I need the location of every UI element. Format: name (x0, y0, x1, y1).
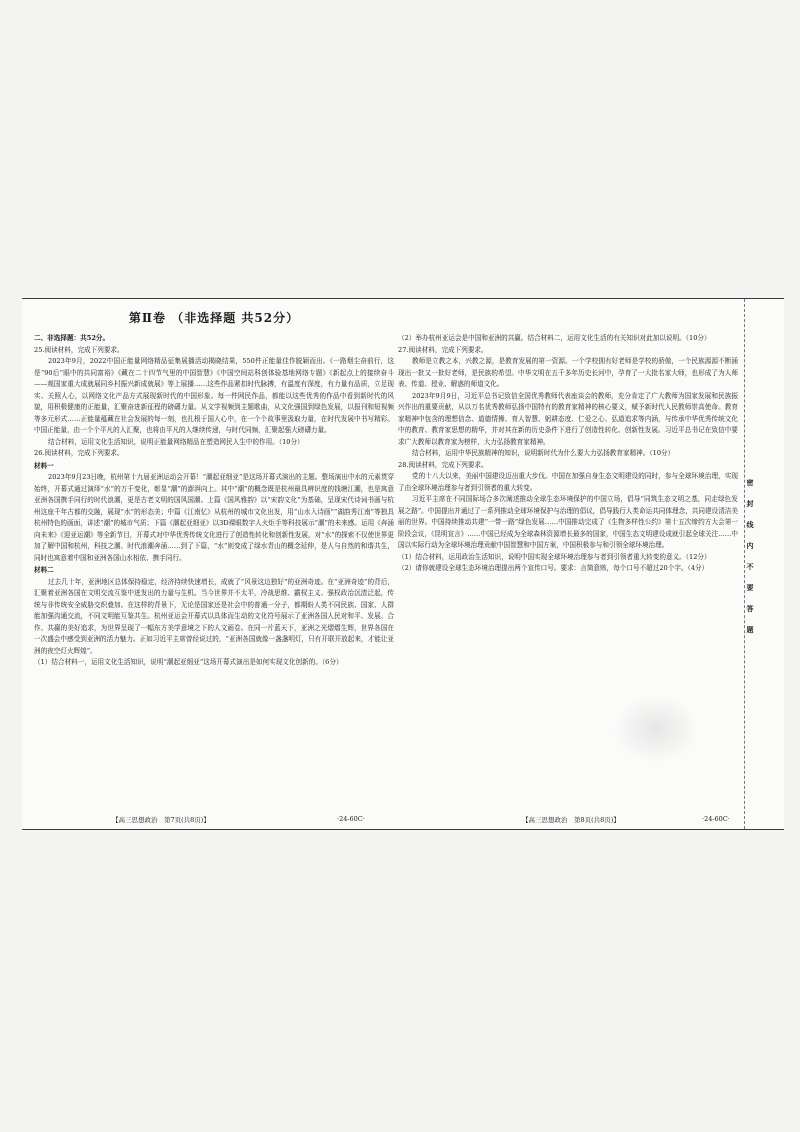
q26-material2: 过去几十年，亚洲地区总体保持稳定，经济持续快速增长，成就了“风景这边独好”的亚洲奇迹。在“亚洲奇迹”的背后，汇聚着亚洲各国在文明交流互鉴中迸发出的力量与生机。当今世界并不太平，冷战思维、霸权主义、强权政治沉渣泛起，传统与非传统安全威胁交织叠加。在这样的背景下，无论是国家还是社会中的普通一分子，都期盼人类不同民族、国家、人群能加强沟通交流，不同文明能互鉴共生。杭州亚运会开幕式以具体而生动的文化符号展示了亚洲各国人民对和平、发展、合作、共赢的美好追求，为世界呈现了一幅东方美学意境之下的人文画卷。在同一片蓝天下，亚洲之光熠熠生辉，世界各国在一次盛会中感受到亚洲的活力魅力。正如习近平主席曾经说过的，“亚洲各国就像一盏盏明灯，只有开联开放起来，才能让亚洲的夜空灯火辉煌”。 (34, 577, 394, 655)
left-column (34, 311, 395, 669)
section-head: 二、非选择题：共52分。 (34, 334, 110, 342)
footer-right: 【高三思想政治 第8页(共8页)】 (522, 816, 620, 824)
footer-left-code: ·24-60C· (337, 815, 365, 823)
q28-question2: （2）请你就建设全球生态环境治理提出两个宣传口号。要求：言简意赅，每个口号不超过20个字。（4分） (398, 564, 709, 572)
q28-para1: 党的十八大以来，美丽中国建设迈出重大步伐。中国在加强自身生态文明建设的同时，参与全球环境治理，实现了由全球环境治理参与者到引领者的重大转变。 (398, 472, 738, 492)
footer-right-code: ·24-60C· (702, 815, 730, 823)
q26-number: 26.阅读材料，完成下列要求。 (34, 449, 124, 457)
q27-question: 结合材料，运用中华民族精神的知识，说明新时代为什么要大力弘扬教育家精神。（10分） (412, 449, 675, 457)
exam-sheet (22, 298, 784, 830)
q26-material1: 2023年9月23日晚，杭州第十九届亚洲运动会开幕！“潮起亚细亚”是这场开幕式演出的主题。整场演出中水的元素贯穿始终，开幕式通过演绎“水”的万千变化，彰显“潮”的澎湃向上。其中“潮”的概念既是杭州最具辨识度的钱塘江潮，也是寓意亚洲各国携手同行的时代浪潮，更是古老文明的国风国潮。上篇《国风雅韵》以“宋韵文化”为基础，呈现宋代诗词书画与杭州这座千年古都的交融，展现“水”的形态美；中篇《江南忆》从杭州的城市文化出发，用“山水入诗画”“湖韵秀江南”等独具杭州特色的画面，讲述“潮”的城市气质；下篇《潮起亚细亚》以3D裸眼数字人火炬手等科技展示“潮”的未来感。运用《奔涌向未来》《迎亚运潮》等全新节目，开幕式对中华优秀传统文化进行了创造性转化和创新性发展，对“水”的探索不仅使世界更加了解中国和杭州，科技之潮、时代浪潮奔涌……到了下篇，“水”则变成了绿水青山的概念延伸，是人与自然的和谐共生，同时也寓意着中国和亚洲各国山水相依、携手同行。 (34, 473, 395, 562)
section-title: 第Ⅱ卷 （非选择题 共52分） (128, 311, 300, 325)
q26-question1: （1）结合材料一，运用文化生活知识，说明“潮起亚细亚”这场开幕式演出是如何实现文化创新的。（6分） (34, 658, 343, 666)
q28-para2: 习近平主席在不同国际场合多次阐述推动全球生态环境保护的中国立场，倡导“同筑生态文明之基，同走绿色发展之路”。中国提出并通过了一系列推动全球环境保护与治理的倡议，倡导践行人类命运共同体理念，共同建设清洁美丽的世界。中国持续推动共建“一带一路”绿色发展……中国推动完成了《生物多样性公约》第十五次缔约方大会第一阶段会议，《昆明宣言》……中国已经成为全球森林资源增长最多的国家，中国生态文明建设成就引起全球关注……中国以实际行动为全球环境治理贡献中国智慧和中国方案，中国积极参与和引领全球环境治理。 (398, 495, 738, 549)
q28-question1: （1）结合材料，运用政治生活知识，说明中国实现全球环境治理参与者到引领者重大转变的意义。（12分） (398, 552, 711, 561)
binding-warning: 密封线内不要答题 (746, 479, 755, 647)
q26-material2-label: 材料二 (34, 566, 54, 574)
scan-smudge (612, 694, 700, 764)
q27-number: 27.阅读材料，完成下列要求。 (398, 345, 488, 354)
q26-material1-label: 材料一 (34, 461, 54, 470)
q27-para1: 教师是立教之本，兴教之源，是教育发展的第一资源。一个学校拥有好老师是学校的骄傲，一个民族源源不断涌现出一批又一批好老师，是民族的希望。中华文明在五千多年历史长河中，孕育了一大批名家大师，也形成了为人师表、传道、授业、解惑的师道文化。 (398, 357, 738, 388)
q27-para2: 2023年9月9日，习近平总书记致信全国优秀教师代表座谈会的教师，充分肯定了广大教师为国家发展和民族振兴作出的重要贡献，从以万名优秀教师弘扬中国特有的教育家精神的核心要义，赋予新时代人民教师崇高使命。教育家精神中包含的理想信念、道德情操、育人智慧、躬耕态度、仁爱之心、弘道追求等内涵，与传承中华优秀传统文化中的教育、教育家思想的精华，并对其在新的历史条件下进行了创造性转化、创新性发展。习近平总书记在致信中要求广大教师以教育家为榜样，大力弘扬教育家精神。 (398, 391, 738, 446)
q25-question: 结合材料，运用文化生活知识，说明正能量网络精品在塑造网民人生中的作用。（10分） (48, 437, 304, 446)
q25-material: 2023年9月，2022中国正能量网络精品征集展播活动揭晓结果，550件正能量佳作脱颖而出。《一路烟尘奋前行，这是“90后”眼中的共同富裕》《藏在二十四节气里的中国智慧》《中国空间站科创体验基地网络专题》《新起点上的接续奋斗——观国家重大成就展同乡村振兴新成就展》等上展播……这些作品紧扣时代脉搏，有温度有深度，有力量有品质，立足现实、关照人心，以网络文化产品方式展现新时代的中国形象。每一件网民作品，都能以这些优秀的作品中看到新时代的风貌，用积极健康的正能量，汇聚奋进新征程的磅礴力量。从文学视频到主题歌曲，从文化强国到绿色发展，以报刊和短视频等多元形式……正能量蕴藏在社会发展的每一刻，也扎根于国人心中，在一个个故事里汲取力量，在时代发展中书写精彩。中国正能量，由一个个平凡的人汇聚，也将由平凡的人继续传递，与时代同频，汇聚起强大磅礴力量。 (34, 357, 394, 434)
q28-number: 28.阅读材料，完成下列要求。 (398, 460, 488, 469)
q26-question2: （2）举办杭州亚运会是中国和亚洲的共赢。结合材料二，运用文化生活的有关知识对此加以说明。（10分） (398, 334, 711, 342)
q25-number: 25.阅读材料，完成下列要求。 (34, 345, 124, 354)
footer-left: 【高三思想政治 第7页(共8页)】 (112, 816, 210, 824)
right-column (398, 333, 738, 575)
